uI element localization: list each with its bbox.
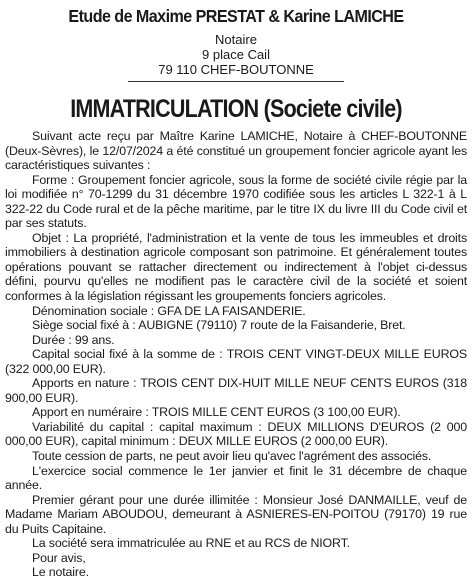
intro-paragraph: Suivant acte reçu par Maître Karine LAMICHE, Notaire à CHEF-BOUTONNE (Deux-Sèvres), le 12/07/2024 a été constitué un groupement foncier agricole ayant les caractéristiques suivantes : — [5, 129, 467, 173]
immatriculation-line: La société sera immatriculée au RNE et au RCS de NIORT. — [32, 536, 350, 551]
variabilite-paragraph: Variabilité du capital : capital maximum : DEUX MILLIONS D'EUROS (2 000 000,00 EUR), capital minimum : DEUX MILLE EUROS (2 000,00 EUR). — [5, 419, 467, 449]
apports-nature-paragraph: Apports en nature : TROIS CENT DIX-HUIT MILLE NEUF CENTS EUROS (318 900,00 EUR). — [5, 376, 467, 405]
cession-line: Toute cession de parts, ne peut avoir lieu qu'avec l'agrément des associés. — [32, 449, 432, 464]
notary-street: 9 place Cail — [202, 47, 270, 62]
notary-office-heading: Etude de Maxime PRESTAT & Karine LAMICHE — [68, 6, 404, 26]
notary-role: Notaire — [215, 32, 257, 47]
notice-body — [5, 129, 467, 580]
siege-line: Siège social fixé à : AUBIGNE (79110) 7 route de la Faisanderie, Bret. — [32, 318, 406, 333]
pour-avis-line: Pour avis, — [32, 550, 86, 565]
signature-line: Le notaire. — [32, 565, 89, 580]
apport-numeraire-line: Apport en numéraire : TROIS MILLE CENT EUROS (3 100,00 EUR). — [32, 405, 401, 420]
capital-paragraph: Capital social fixé à la somme de : TROIS CENT VINGT-DEUX MILLE EUROS (322 000,00 EUR). — [5, 347, 467, 376]
header-divider — [128, 81, 344, 82]
denomination-line: Dénomination sociale : GFA DE LA FAISANDERIE. — [32, 303, 306, 318]
duree-line: Durée : 99 ans. — [32, 332, 115, 347]
exercice-line: L'exercice social commence le 1er janvier et finit le 31 décembre de chaque année. — [5, 463, 467, 493]
notary-address-block — [5, 32, 467, 77]
objet-paragraph: Objet : La propriété, l'administration et la vente de tous les immeubles et droits immobiliers à destination agricole composant son patrimoine. Et généralement toutes opérations pouvant se rattacher directement ou indirectement à l'objet ci-dessus défini, pourvu qu'elles ne modifient pas le caractère civil de la société et soient conformes à la législation régissant les groupements fonciers agricoles. — [5, 230, 467, 304]
notice-title: IMMATRICULATION (Societe civile) — [70, 95, 402, 123]
forme-paragraph: Forme : Groupement foncier agricole, sous la forme de société civile régie par la loi modifiée n° 70-1299 du 31 décembre 1970 codifiée sous les articles L 322-1 à L 322-22 du Code rural et de la pêche maritime, par le titre IX du livre III du Code civil et par ses statuts. — [5, 172, 467, 231]
gerant-paragraph: Premier gérant pour une durée illimitée : Monsieur José DANMAILLE, veuf de Madame Mariam ABOUDOU, demeurant à ASNIERES-EN-POITOU (79170) 19 rue du Puits Capitaine. — [5, 492, 467, 536]
notary-city: 79 110 CHEF-BOUTONNE — [158, 62, 314, 77]
